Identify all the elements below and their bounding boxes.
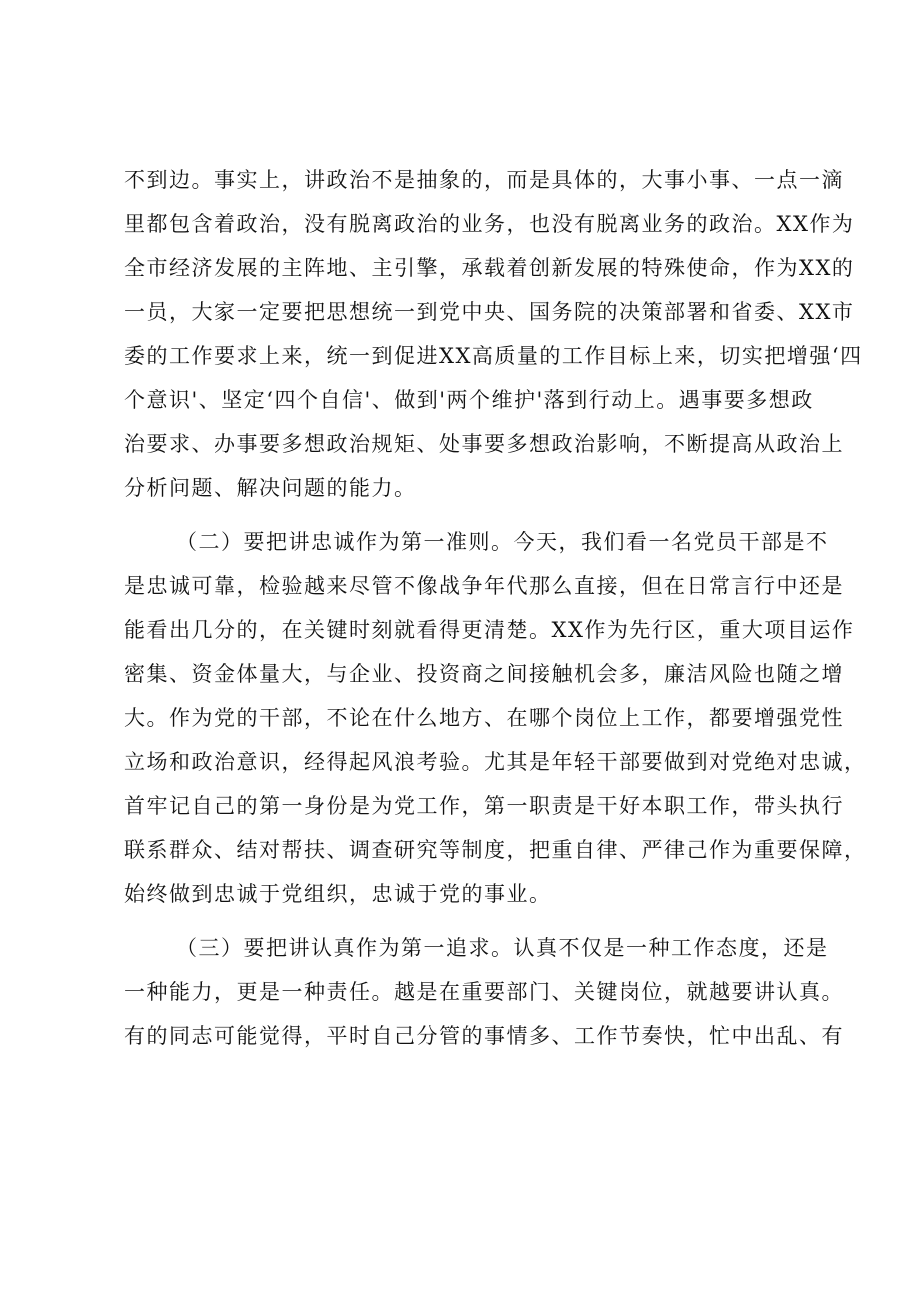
- text-line: 立场和政治意识，经得起风浪考验。尤其是年轻干部要做到对党绝对忠诚，: [124, 750, 867, 774]
- text-line: 治要求、办事要多想政治规矩、处事要多想政治影响，不断提高从政治上: [124, 432, 844, 456]
- text-line: 不到边。事实上，讲政治不是抽象的，而是具体的，大事小事、一点一滴: [124, 168, 844, 192]
- text-line: 分析问题、解决问题的能力。: [124, 476, 417, 500]
- paragraph-diligence: [124, 926, 844, 1058]
- text-line: 里都包含着政治，没有脱离政治的业务，也没有脱离业务的政治。XX作为: [124, 212, 855, 236]
- text-line: 个意识'、坚定‘四个自信'、做到'两个维护'落到行动上。遇事要多想政: [124, 388, 814, 412]
- paragraph-politics: [124, 158, 863, 510]
- text-line: （二）要把讲忠诚作为第一准则。今天，我们看一名党员干部是不: [176, 530, 829, 554]
- text-line: 大。作为党的干部，不论在什么地方、在哪个岗位上工作，都要增强党性: [124, 706, 844, 730]
- text-line: 委的工作要求上来，统一到促进XX高质量的工作目标上来，切实把增强‘四: [124, 344, 863, 368]
- text-line: 全市经济发展的主阵地、主引擎，承载着创新发展的特殊使命，作为XX的: [124, 256, 855, 280]
- text-line: （三）要把讲认真作为第一追求。认真不仅是一种工作态度，还是: [176, 936, 829, 960]
- text-line: 是忠诚可靠，检验越来尽管不像战争年代那么直接，但在日常言行中还是: [124, 574, 844, 598]
- text-line: 一种能力，更是一种责任。越是在重要部门、关键岗位，就越要讲认真。: [124, 980, 844, 1004]
- text-line: 首牢记自己的第一身份是为党工作，第一职责是干好本职工作，带头执行: [124, 794, 844, 818]
- text-line: 始终做到忠诚于党组织，忠诚于党的事业。: [124, 882, 552, 906]
- paragraph-loyalty: [124, 520, 867, 916]
- text-line: 密集、资金体量大，与企业、投资商之间接触机会多，廉洁风险也随之增: [124, 662, 844, 686]
- text-line: 联系群众、结对帮扶、调查研究等制度，把重自律、严律己作为重要保障，: [124, 838, 867, 862]
- paragraph-gap: [124, 916, 808, 926]
- text-line: 能看出几分的，在关键时刻就看得更清楚。XX作为先行区，重大项目运作: [124, 618, 855, 642]
- text-line: 有的同志可能觉得，平时自己分管的事情多、工作节奏快，忙中出乱、有: [124, 1024, 844, 1048]
- text-line: 一员，大家一定要把思想统一到党中央、国务院的决策部署和省委、XX市: [124, 300, 855, 324]
- document-body: [124, 158, 867, 1058]
- paragraph-gap: [124, 510, 808, 520]
